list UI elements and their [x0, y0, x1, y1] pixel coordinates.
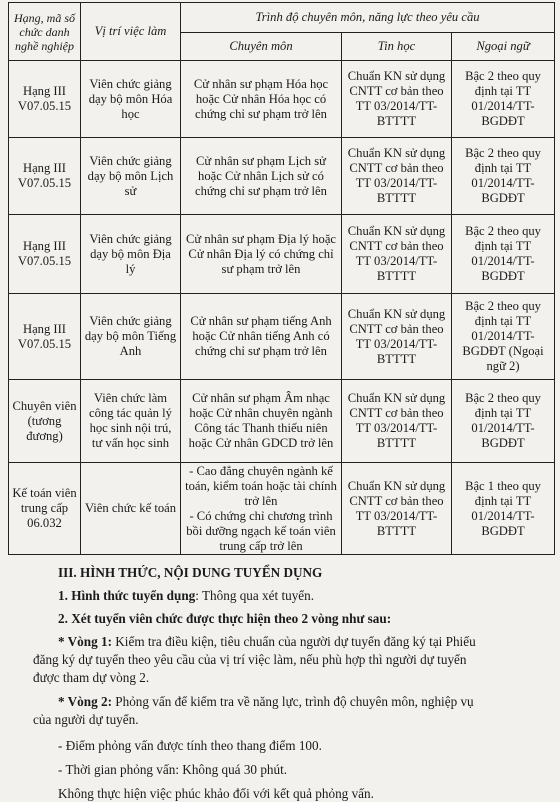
cell-position: Viên chức làm công tác quản lý học sinh nội trú, tư vấn học sinh	[81, 380, 181, 463]
header-specialty: Chuyên môn	[181, 33, 342, 61]
cell-language: Bậc 2 theo quy định tại TT 01/2014/TT-BGDĐT	[452, 215, 555, 294]
cell-specialty: Cử nhân sư phạm Địa lý hoặc Cử nhân Địa lý có chứng chỉ sư phạm trở lên	[181, 215, 342, 294]
item-1-text: : Thông qua xét tuyển.	[195, 588, 315, 603]
item-1-label: 1. Hình thức tuyển dụng	[58, 588, 196, 603]
cell-position: Viên chức giảng dạy bộ môn Tiếng Anh	[81, 294, 181, 380]
cell-specialty: Cử nhân sư phạm Âm nhạc hoặc Cử nhân chuyên ngành Công tác Thanh thiếu niên hoặc Cử nhân GDCD trở lên	[181, 380, 342, 463]
round-1-label: * Vòng 1:	[58, 634, 112, 649]
table-row	[9, 294, 555, 380]
cell-rank: Hạng III V07.05.15	[9, 215, 81, 294]
cell-rank: Hạng III V07.05.15	[9, 294, 81, 380]
header-position: Vị trí việc làm	[81, 3, 181, 61]
no-review-note: Không thực hiện việc phúc khảo đối với kết quả phỏng vấn.	[58, 786, 374, 801]
item-1	[58, 588, 314, 604]
requirements-table	[8, 2, 555, 555]
table-header-row	[9, 3, 555, 33]
cell-position: Viên chức giảng dạy bộ môn Địa lý	[81, 215, 181, 294]
specialty-line: - Có chứng chỉ chương trình bồi dưỡng ngạch kế toán viên trung cấp trở lên	[186, 508, 336, 553]
cell-it: Chuẩn KN sử dụng CNTT cơ bản theo TT 03/2014/TT-BTTTT	[342, 61, 452, 138]
cell-language: Bậc 2 theo quy định tại TT 01/2014/TT-BGDĐT	[452, 61, 555, 138]
cell-rank: Hạng III V07.05.15	[9, 61, 81, 138]
header-qualification-group: Trình độ chuyên môn, năng lực theo yêu cầu	[181, 3, 555, 33]
cell-specialty: Cử nhân sư phạm tiếng Anh hoặc Cử nhân tiếng Anh có chứng chỉ sư phạm trở lên	[181, 294, 342, 380]
cell-specialty: Cử nhân sư phạm Lịch sử hoặc Cử nhân Lịch sử có chứng chỉ sư phạm trở lên	[181, 138, 342, 215]
cell-position: Viên chức giảng dạy bộ môn Lịch sử	[81, 138, 181, 215]
cell-language: Bậc 1 theo quy định tại TT 01/2014/TT-BGDĐT	[452, 463, 555, 555]
table-row	[9, 463, 555, 555]
score-note: - Điểm phỏng vấn được tính theo thang điểm 100.	[58, 738, 322, 753]
cell-rank: Kế toán viên trung cấp 06.032	[9, 463, 81, 555]
section-heading: III. HÌNH THỨC, NỘI DUNG TUYỂN DỤNG	[58, 565, 323, 580]
cell-language: Bậc 2 theo quy định tại TT 01/2014/TT-BGDĐT	[452, 380, 555, 463]
header-it: Tin học	[342, 33, 452, 61]
round-2-line-2: của người dự tuyển.	[33, 712, 139, 727]
cell-it: Chuẩn KN sử dụng CNTT cơ bản theo TT 03/2014/TT-BTTTT	[342, 215, 452, 294]
cell-it: Chuẩn KN sử dụng CNTT cơ bản theo TT 03/2014/TT-BTTTT	[342, 380, 452, 463]
cell-position: Viên chức kế toán	[81, 463, 181, 555]
round-2-label: * Vòng 2:	[58, 694, 112, 709]
table-row	[9, 215, 555, 294]
cell-rank: Chuyên viên (tương đương)	[9, 380, 81, 463]
round-1-line-3: được tham dự vòng 2.	[33, 670, 150, 685]
cell-language: Bậc 2 theo quy định tại TT 01/2014/TT-BGDĐT	[452, 138, 555, 215]
table-row	[9, 61, 555, 138]
specialty-line: - Cao đẳng chuyên ngành kế toán, kiểm toán hoặc tài chính trở lên	[185, 463, 337, 508]
cell-it: Chuẩn KN sử dụng CNTT cơ bản theo TT 03/2014/TT-BTTTT	[342, 463, 452, 555]
cell-specialty: Cử nhân sư phạm Hóa học hoặc Cử nhân Hóa học có chứng chỉ sư phạm trở lên	[181, 61, 342, 138]
cell-it: Chuẩn KN sử dụng CNTT cơ bản theo TT 03/2014/TT-BTTTT	[342, 138, 452, 215]
round-1-line-2: đăng ký dự tuyển theo yêu cầu của vị trí việc làm, nếu phù hợp thì người dự tuyển	[33, 652, 467, 667]
cell-position: Viên chức giảng dạy bộ môn Hóa học	[81, 61, 181, 138]
table-row	[9, 380, 555, 463]
header-rank: Hạng, mã số chức danh nghề nghiệp	[9, 3, 81, 61]
time-note: - Thời gian phỏng vấn: Không quá 30 phút.	[58, 762, 288, 777]
header-language: Ngoại ngữ	[452, 33, 555, 61]
cell-rank: Hạng III V07.05.15	[9, 138, 81, 215]
round-1-line-1: * Vòng 1: Kiểm tra điều kiện, tiêu chuẩn của người dự tuyển đăng ký tại Phiếu	[58, 634, 476, 649]
cell-specialty	[181, 463, 342, 555]
cell-it: Chuẩn KN sử dụng CNTT cơ bản theo TT 03/2014/TT-BTTTT	[342, 294, 452, 380]
item-2-heading: 2. Xét tuyển viên chức được thực hiện theo 2 vòng như sau:	[58, 611, 392, 626]
cell-language: Bậc 2 theo quy định tại TT 01/2014/TT-BGDĐT (Ngoại ngữ 2)	[452, 294, 555, 380]
table-row	[9, 138, 555, 215]
round-2-line-1: * Vòng 2: Phỏng vấn để kiểm tra về năng lực, trình độ chuyên môn, nghiệp vụ	[58, 694, 474, 709]
